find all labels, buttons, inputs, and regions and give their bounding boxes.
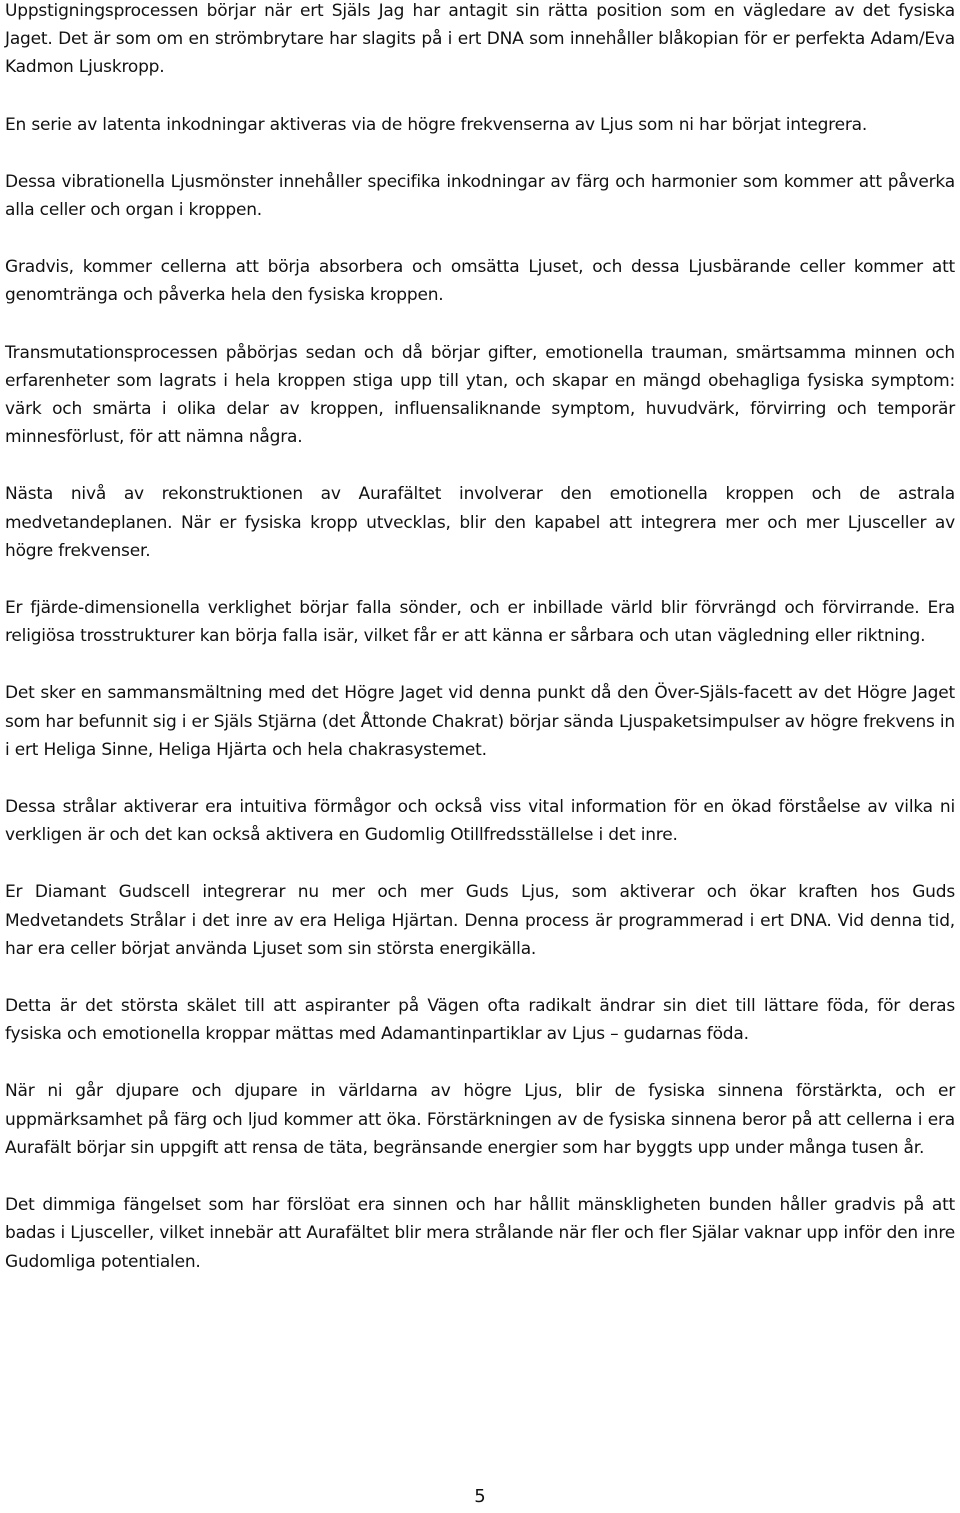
paragraph-1: Uppstigningsprocessen börjar när ert Själs Jag har antagit sin rätta position som en vägledare av det fysiska Jaget. Det är som om en strömbrytare har slagits på i ert DNA som innehåller blåkopian för er perfekta Adam/Eva Kadmon Ljuskropp. <box>5 1 955 78</box>
paragraph-2: En serie av latenta inkodningar aktiveras via de högre frekvenserna av Ljus som ni har börjat integrera. <box>5 114 868 135</box>
paragraph-13: Det dimmiga fängelset som har förslöat era sinnen och har hållit mänskligheten bunden håller gradvis på att badas i Ljusceller, vilket innebär att Aurafältet blir mera strålande när fler och fler Själar vaknar upp inför den inre Gudomliga potentialen. <box>5 1195 955 1272</box>
paragraph-6: Nästa nivå av rekonstruktionen av Aurafältet involverar den emotionella kroppen och de astrala medvetandeplanen. När er fysiska kropp utvecklas, blir den kapabel att integrera mer och mer Ljusceller av högre frekvenser. <box>5 484 955 561</box>
paragraph-9: Dessa strålar aktiverar era intuitiva förmågor och också viss vital information för en ökad förståelse av vilka ni verkligen är och det kan också aktivera en Gudomlig Otillfredsställelse i det inre. <box>5 797 955 846</box>
paragraph-12: När ni går djupare och djupare in världarna av högre Ljus, blir de fysiska sinnena förstärkta, och er uppmärksamhet på färg och ljud kommer att öka. Förstärkningen av de fysiska sinnena beror på att cellerna i era Aurafält börjar sin uppgift att rensa de täta, begränsande energier som har byggts upp under många tusen år. <box>5 1081 955 1158</box>
page-number: 5 <box>474 1486 486 1507</box>
paragraph-8: Det sker en sammansmältning med det Högre Jaget vid denna punkt då den Över-Själs-facett av det Högre Jaget som har befunnit sig i er Själs Stjärna (det Åttonde Chakrat) börjar sända Ljuspaketsimpulser av högre frekvens in i ert Heliga Sinne, Heliga Hjärta och hela chakrasystemet. <box>5 683 955 760</box>
paragraph-4: Gradvis, kommer cellerna att börja absorbera och omsätta Ljuset, och dessa Ljusbärande celler kommer att genomtränga och påverka hela den fysiska kroppen. <box>5 257 955 306</box>
document-body <box>5 0 955 1305</box>
paragraph-10: Er Diamant Gudscell integrerar nu mer och mer Guds Ljus, som aktiverar och ökar kraften hos Guds Medvetandets Strålar i det inre av era Heliga Hjärtan. Denna process är programmerad i ert DNA. Vid denna tid, har era celler börjat använda Ljuset som sin största energikälla. <box>5 882 955 959</box>
paragraph-5: Transmutationsprocessen påbörjas sedan och då börjar gifter, emotionella trauman, smärtsamma minnen och erfarenheter som lagrats i hela kroppen stiga upp till ytan, och skapar en mängd obehagliga fysiska symptom: värk och smärta i olika delar av kroppen, influensaliknande symptom, huvudvärk, förvirring och temporär minnesförlust, för att nämna några. <box>5 342 955 448</box>
paragraph-7: Er fjärde-dimensionella verklighet börjar falla sönder, och er inbillade värld blir förvrängd och förvirrande. Era religiösa trosstrukturer kan börja falla isär, vilket får er att känna er sårbara och utan vägledning eller riktning. <box>5 598 955 647</box>
paragraph-11: Detta är det största skälet till att aspiranter på Vägen ofta radikalt ändrar sin diet till lättare föda, för deras fysiska och emotionella kroppar mättas med Adamantinpartiklar av Ljus – gudarnas föda. <box>5 996 955 1045</box>
paragraph-3: Dessa vibrationella Ljusmönster innehåller specifika inkodningar av färg och harmonier som kommer att påverka alla celler och organ i kroppen. <box>5 171 955 221</box>
